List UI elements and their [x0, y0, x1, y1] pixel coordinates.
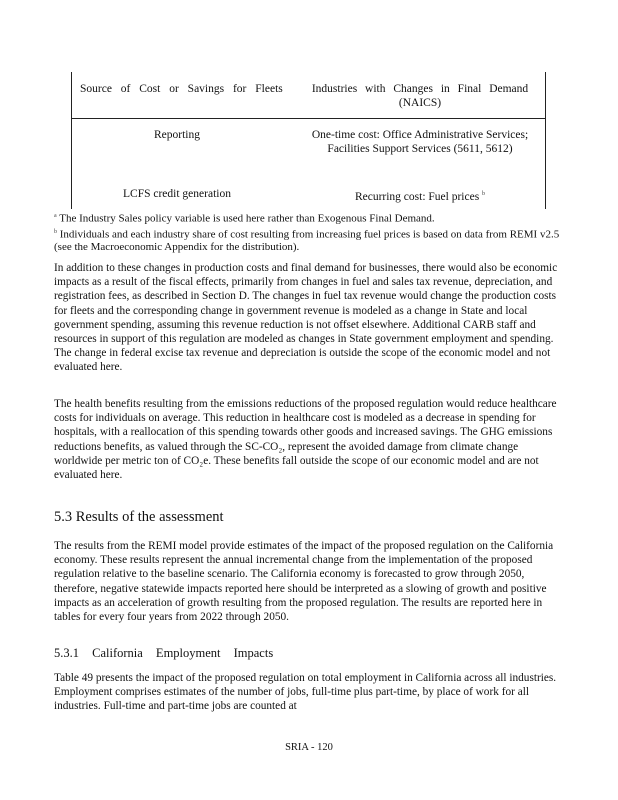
footnote-text: The Industry Sales policy variable is used here rather than Exogenous Final Demand.	[59, 212, 435, 225]
section-heading: 5.3 Results of the assessment	[54, 509, 224, 525]
table-footnotes	[54, 210, 560, 254]
footnote-mark: a	[54, 213, 57, 219]
table-cell-reporting-industries: One-time cost: Office Administrative Services; Facilities Support Services (5611, 5612)	[311, 129, 529, 155]
paragraph-remi-results: The results from the REMI model provide estimates of the impact of the proposed regulation on the California economy. These results represent the annual incremental change from the implementation of the proposed regulation relative to the baseline scenario. The California economy is forecasted to grow through 2050, therefore, negative statewide impacts reported here should be interpreted as a slowing of growth and positive impacts as an acceleration of growth resulting from the proposed regulation. The results are reported here in tables for every four years from 2022 through 2050.	[54, 540, 554, 624]
table-cell-reporting: Reporting	[154, 129, 200, 141]
footnote-mark: b	[54, 228, 57, 235]
footnote-text: Individuals and each industry share of cost resulting from increasing fuel prices is based on data from REMI v2.5 (see the Macroeconomic Appendix for the distribution).	[54, 228, 560, 254]
table-header-source: Source of Cost or Savings for Fleets	[80, 83, 283, 95]
page-footer: SRIA - 120	[285, 742, 333, 753]
paragraph-employment: Table 49 presents the impact of the proposed regulation on total employment in California across all industries. Employment comprises estimates of the number of jobs, full-time plus part-time, by place of work for all industries. Full-time and part-time jobs are counted at	[54, 672, 557, 713]
paragraph-fiscal-effects: In addition to these changes in production costs and final demand for businesses, there would also be economic impacts as a result of the fiscal effects, primarily from changes in fuel and sales tax revenue, depreciation, and registration fees, as described in Section D. The changes in fuel tax revenue would change the production costs for fleets and the corresponding change in government revenue is modeled as a change in State and local government spending, assuming this revenue reduction is not offset elsewhere. Additional CARB staff and resources in support of this regulation are modeled as changes in State government employment and spending. The change in federal excise tax revenue and depreciation is outside the scope of the economic model and not evaluated here.	[54, 262, 558, 374]
table-header-industries: Industries with Changes in Final Demand (NAICS)	[311, 83, 529, 109]
footnote-b	[54, 226, 560, 255]
table-header-divider	[72, 118, 545, 119]
subsection-heading: 5.3.1 California Employment Impacts	[54, 646, 274, 660]
cost-source-table	[71, 72, 546, 209]
footnote-ref-b: b	[482, 191, 486, 197]
footnote-a	[54, 210, 560, 226]
table-cell-lcfs-industries	[300, 187, 540, 204]
paragraph-health-benefits: The health benefits resulting from the emissions reductions of the proposed regulation would reduce healthcare costs for individuals on average. This reduction in healthcare cost is modeled as a decrease in spending for hospitals, with a reallocation of this spending towards other goods and increased savings. The GHG emissions reductions benefits, as valued through the SC-CO₂, represent the avoided damage from climate change worldwide per metric ton of CO₂e. These benefits fall outside the scope of our economic model and are not evaluated here.	[54, 398, 557, 482]
table-cell-lcfs-text: Recurring cost: Fuel prices	[354, 190, 480, 203]
table-cell-lcfs: LCFS credit generation	[123, 188, 231, 200]
